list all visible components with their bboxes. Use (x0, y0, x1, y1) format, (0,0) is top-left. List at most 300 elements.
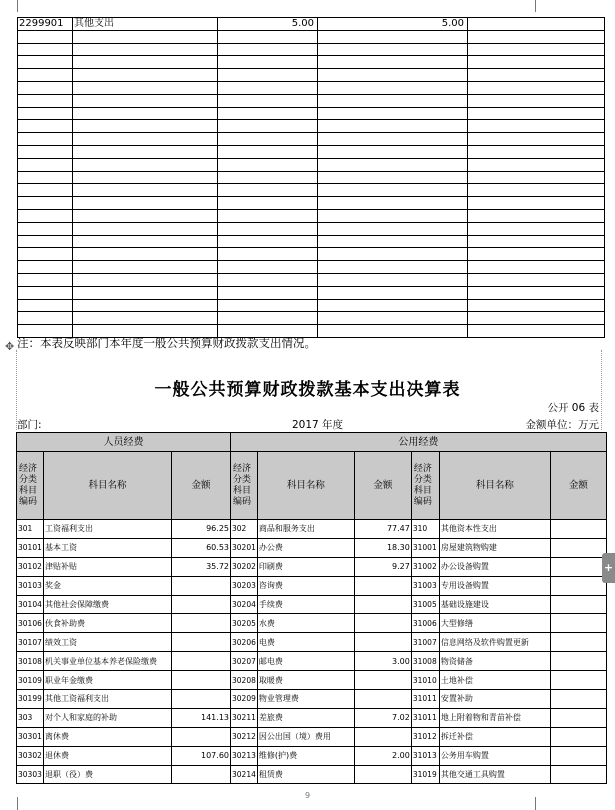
name-cell: 津贴补贴 (44, 557, 172, 576)
name-cell: 其他社会保障缴费 (44, 595, 172, 614)
table-cell (18, 158, 73, 171)
table-cell (318, 158, 468, 171)
table-cell (73, 69, 218, 82)
table-row (17, 614, 607, 633)
table-row (18, 94, 605, 107)
amount-cell: 7.02 (354, 708, 411, 727)
amount-cell (354, 727, 411, 746)
table-move-handle-icon[interactable]: ✥ (5, 340, 15, 353)
amount-cell (550, 614, 606, 633)
table-cell (468, 69, 605, 82)
table-row (18, 158, 605, 171)
code-cell: 31006 (411, 614, 439, 633)
amount-cell (172, 690, 231, 709)
amount-cell (172, 727, 231, 746)
table-cell (318, 261, 468, 274)
name-cell: 咨询费 (257, 576, 354, 595)
table-cell (318, 235, 468, 248)
table-row (18, 69, 605, 82)
table-row (17, 538, 607, 557)
name-cell: 租赁费 (257, 765, 354, 784)
table-cell (218, 30, 318, 43)
header-name: 科目名称 (439, 452, 550, 520)
code-cell: 31001 (411, 538, 439, 557)
name-cell: 物业管理费 (257, 690, 354, 709)
name-cell: 印刷费 (257, 557, 354, 576)
column-header-row (17, 452, 607, 520)
table-cell (318, 325, 468, 338)
table-cell (218, 120, 318, 133)
table-cell (318, 81, 468, 94)
code-cell: 30103 (17, 576, 44, 595)
amount-cell: 9.27 (354, 557, 411, 576)
code-cell: 30104 (17, 595, 44, 614)
table-cell (18, 120, 73, 133)
table-cell (218, 94, 318, 107)
table-row (18, 107, 605, 120)
code-cell: 30201 (231, 538, 258, 557)
table-cell (468, 325, 605, 338)
table-cell (73, 222, 218, 235)
table-cell (18, 197, 73, 210)
table-row (18, 197, 605, 210)
amount-cell (172, 614, 231, 633)
table-cell (218, 235, 318, 248)
name-cell: 地上附着物和青苗补偿 (439, 708, 550, 727)
table-cell (18, 133, 73, 146)
code-cell: 30212 (231, 727, 258, 746)
table-cell (318, 107, 468, 120)
table-cell (468, 145, 605, 158)
name-cell: 取暖费 (257, 671, 354, 690)
table-cell (318, 94, 468, 107)
name-cell: 办公费 (257, 538, 354, 557)
name-cell: 职业年金缴费 (44, 671, 172, 690)
name-cell: 退休费 (44, 746, 172, 765)
code-cell: 30206 (231, 633, 258, 652)
table-cell (468, 81, 605, 94)
amount-cell (172, 652, 231, 671)
name-cell: 拆迁补偿 (439, 727, 550, 746)
table-cell (218, 69, 318, 82)
table-cell (73, 197, 218, 210)
table-cell (18, 299, 73, 312)
table-cell (218, 197, 318, 210)
code-cell: 31010 (411, 671, 439, 690)
table-row (18, 209, 605, 222)
amount-cell (172, 671, 231, 690)
table-cell (318, 133, 468, 146)
table-row (17, 595, 607, 614)
table-cell (468, 299, 605, 312)
table-cell (218, 273, 318, 286)
code-cell: 30209 (231, 690, 258, 709)
name-cell: 电费 (257, 633, 354, 652)
name-cell: 基础设施建设 (439, 595, 550, 614)
name-cell: 手续费 (257, 595, 354, 614)
table-cell (468, 248, 605, 261)
form-number: 公开 06 表 (547, 402, 599, 414)
table-note: 注：本表反映部门本年度一般公共预算财政拨款支出情况。 (17, 336, 316, 350)
name-cell: 差旅费 (257, 708, 354, 727)
name-cell: 其他工资福利支出 (44, 690, 172, 709)
amount-cell (550, 708, 606, 727)
table-row (17, 633, 607, 652)
table-row (17, 557, 607, 576)
table-cell (218, 286, 318, 299)
amount-cell (550, 746, 606, 765)
table-cell (18, 273, 73, 286)
plus-icon: + (603, 561, 614, 574)
name-cell: 公务用车购置 (439, 746, 550, 765)
table-cell (73, 107, 218, 120)
amount-cell: 96.25 (172, 520, 231, 539)
table-cell (73, 94, 218, 107)
code-cell: 31005 (411, 595, 439, 614)
amount-cell (172, 633, 231, 652)
code-cell: 30106 (17, 614, 44, 633)
table-row (18, 299, 605, 312)
crop-mark (535, 0, 536, 12)
expenditure-table (16, 432, 607, 784)
side-expand-button[interactable] (602, 553, 615, 583)
table-cell (218, 56, 318, 69)
table-row (18, 312, 605, 325)
amount-cell (550, 765, 606, 784)
name-cell: 伙食补助费 (44, 614, 172, 633)
table-cell (73, 286, 218, 299)
table-cell (468, 286, 605, 299)
name-cell: 对个人和家庭的补助 (44, 708, 172, 727)
table-cell (73, 261, 218, 274)
table-cell (18, 171, 73, 184)
crop-mark (17, 0, 18, 12)
table-cell (218, 209, 318, 222)
table-cell (18, 312, 73, 325)
amount-cell (550, 727, 606, 746)
amount-cell (550, 652, 606, 671)
header-code: 经济分类科目编码 (231, 452, 258, 520)
table-cell (468, 158, 605, 171)
name-cell: 商品和服务支出 (257, 520, 354, 539)
name-cell: 基本工资 (44, 538, 172, 557)
table-cell (218, 261, 318, 274)
code-cell: 30301 (17, 727, 44, 746)
page-title: 一般公共预算财政拨款基本支出决算表 (154, 380, 461, 400)
amount-cell (172, 765, 231, 784)
table-cell (18, 235, 73, 248)
name-cell: 维修(护)费 (257, 746, 354, 765)
name-cell: 土地补偿 (439, 671, 550, 690)
code-cell: 30101 (17, 538, 44, 557)
name-cell: 其他资本性支出 (439, 520, 550, 539)
amount-cell (550, 538, 606, 557)
table-cell (318, 69, 468, 82)
code-cell: 30302 (17, 746, 44, 765)
amount-cell (354, 671, 411, 690)
table-cell: 5.00 (218, 18, 318, 31)
table-cell (73, 312, 218, 325)
code-cell: 30102 (17, 557, 44, 576)
table-cell: 其他支出 (73, 18, 218, 31)
table-cell (318, 184, 468, 197)
table-cell (318, 286, 468, 299)
table-row (17, 671, 607, 690)
table-cell (468, 43, 605, 56)
code-cell: 31002 (411, 557, 439, 576)
code-cell: 30214 (231, 765, 258, 784)
amount-cell (172, 576, 231, 595)
table-cell (73, 81, 218, 94)
name-cell: 机关事业单位基本养老保险缴费 (44, 652, 172, 671)
code-cell: 31013 (411, 746, 439, 765)
name-cell: 水费 (257, 614, 354, 633)
table-cell (18, 145, 73, 158)
table-cell (73, 171, 218, 184)
name-cell: 专用设备购置 (439, 576, 550, 595)
table-cell (468, 312, 605, 325)
code-cell: 30213 (231, 746, 258, 765)
table-cell (18, 43, 73, 56)
table-cell (18, 261, 73, 274)
table-cell (73, 145, 218, 158)
table-cell (318, 312, 468, 325)
table-cell (73, 273, 218, 286)
table-row (17, 690, 607, 709)
amount-cell (550, 595, 606, 614)
table-cell (18, 248, 73, 261)
table-cell (318, 43, 468, 56)
table-cell (468, 94, 605, 107)
table-row (18, 235, 605, 248)
name-cell: 退职（役）费 (44, 765, 172, 784)
table-cell (18, 107, 73, 120)
amount-cell: 77.47 (354, 520, 411, 539)
amount-cell (354, 595, 411, 614)
table-row (17, 708, 607, 727)
table-cell (73, 30, 218, 43)
table-cell (468, 56, 605, 69)
table-cell (18, 184, 73, 197)
header-amount: 金额 (172, 452, 231, 520)
amount-cell (354, 633, 411, 652)
amount-cell (550, 576, 606, 595)
table-cell (73, 235, 218, 248)
table-row (18, 81, 605, 94)
table-row (18, 273, 605, 286)
table-cell (218, 171, 318, 184)
amount-cell (550, 690, 606, 709)
table-cell (18, 81, 73, 94)
table-cell (218, 248, 318, 261)
name-cell: 房屋建筑物购建 (439, 538, 550, 557)
unit-label: 金额单位：万元 (525, 419, 599, 431)
amount-cell: 141.13 (172, 708, 231, 727)
code-cell: 31012 (411, 727, 439, 746)
table-cell (468, 273, 605, 286)
code-cell: 31003 (411, 576, 439, 595)
year-label: 2017 年度 (292, 419, 344, 431)
name-cell: 大型修缮 (439, 614, 550, 633)
code-cell: 31011 (411, 708, 439, 727)
table-cell (73, 248, 218, 261)
code-cell: 303 (17, 708, 44, 727)
page-number: 9 (304, 791, 311, 800)
table-row (18, 286, 605, 299)
table-cell (318, 222, 468, 235)
table-cell (18, 69, 73, 82)
table-cell (468, 30, 605, 43)
code-cell: 31011 (411, 690, 439, 709)
table-cell (468, 261, 605, 274)
table-row (18, 222, 605, 235)
group-header-row (17, 433, 607, 452)
amount-cell (550, 520, 606, 539)
table-row (18, 18, 605, 31)
table-cell: 5.00 (318, 18, 468, 31)
table-cell (218, 43, 318, 56)
amount-cell: 18.30 (354, 538, 411, 557)
code-cell: 301 (17, 520, 44, 539)
code-cell: 30199 (17, 690, 44, 709)
table-row (18, 261, 605, 274)
table-cell (18, 222, 73, 235)
table-row (17, 520, 607, 539)
table-cell (318, 299, 468, 312)
code-cell: 31007 (411, 633, 439, 652)
table-cell (218, 222, 318, 235)
amount-cell: 2.00 (354, 746, 411, 765)
table-cell (468, 120, 605, 133)
amount-cell (550, 633, 606, 652)
code-cell: 31019 (411, 765, 439, 784)
code-cell: 30204 (231, 595, 258, 614)
table-cell (468, 235, 605, 248)
code-cell: 30211 (231, 708, 258, 727)
table-cell (468, 209, 605, 222)
amount-cell: 35.72 (172, 557, 231, 576)
table-cell (468, 133, 605, 146)
code-cell: 310 (411, 520, 439, 539)
table-cell (73, 133, 218, 146)
code-cell: 30205 (231, 614, 258, 633)
amount-cell (172, 595, 231, 614)
code-cell: 30202 (231, 557, 258, 576)
name-cell: 安置补助 (439, 690, 550, 709)
table-row (17, 765, 607, 784)
header-code: 经济分类科目编码 (17, 452, 44, 520)
department-label: 部门: (17, 419, 42, 431)
table-row (17, 746, 607, 765)
code-cell: 30303 (17, 765, 44, 784)
table-cell (318, 56, 468, 69)
table-cell (218, 312, 318, 325)
table-row (17, 652, 607, 671)
name-cell: 其他交通工具购置 (439, 765, 550, 784)
table-cell (468, 171, 605, 184)
table-cell (18, 56, 73, 69)
table-cell (318, 145, 468, 158)
table-row (18, 43, 605, 56)
code-cell: 30109 (17, 671, 44, 690)
table-cell: 2299901 (18, 18, 73, 31)
table-cell (468, 184, 605, 197)
name-cell: 工资福利支出 (44, 520, 172, 539)
table-cell (18, 209, 73, 222)
code-cell: 31008 (411, 652, 439, 671)
table-row (18, 133, 605, 146)
previous-table-continuation (17, 17, 605, 338)
table-cell (218, 158, 318, 171)
table-cell (318, 120, 468, 133)
header-code: 经济分类科目编码 (411, 452, 439, 520)
table-cell (73, 43, 218, 56)
table-row (18, 145, 605, 158)
code-cell: 302 (231, 520, 258, 539)
table-cell (468, 18, 605, 31)
table-cell (318, 171, 468, 184)
group-personnel: 人员经费 (17, 433, 231, 452)
amount-cell (354, 765, 411, 784)
name-cell: 办公设备购置 (439, 557, 550, 576)
amount-cell (354, 576, 411, 595)
name-cell: 离休费 (44, 727, 172, 746)
table-cell (318, 273, 468, 286)
amount-cell (550, 671, 606, 690)
table-row (18, 171, 605, 184)
header-name: 科目名称 (44, 452, 172, 520)
name-cell: 绩效工资 (44, 633, 172, 652)
header-name: 科目名称 (257, 452, 354, 520)
name-cell: 因公出国（境）费用 (257, 727, 354, 746)
table-cell (73, 299, 218, 312)
table-row (18, 56, 605, 69)
table-cell (218, 81, 318, 94)
table-cell (218, 184, 318, 197)
name-cell: 物资储备 (439, 652, 550, 671)
table-row (18, 30, 605, 43)
table-cell (468, 107, 605, 120)
table-cell (73, 158, 218, 171)
table-row (18, 120, 605, 133)
table-cell (318, 209, 468, 222)
amount-cell (354, 690, 411, 709)
table-cell (218, 299, 318, 312)
table-cell (73, 56, 218, 69)
amount-cell (550, 557, 606, 576)
code-cell: 30203 (231, 576, 258, 595)
table-cell (73, 120, 218, 133)
amount-cell: 107.60 (172, 746, 231, 765)
header-amount: 金额 (550, 452, 606, 520)
table-cell (218, 133, 318, 146)
table-cell (18, 94, 73, 107)
table-cell (218, 107, 318, 120)
table-cell (218, 145, 318, 158)
code-cell: 30108 (17, 652, 44, 671)
table-cell (318, 30, 468, 43)
header-amount: 金额 (354, 452, 411, 520)
name-cell: 奖金 (44, 576, 172, 595)
table-cell (73, 184, 218, 197)
code-cell: 30208 (231, 671, 258, 690)
table-row (17, 576, 607, 595)
amount-cell: 60.53 (172, 538, 231, 557)
table-row (18, 248, 605, 261)
amount-cell (354, 614, 411, 633)
table-row (18, 184, 605, 197)
table-cell (468, 222, 605, 235)
